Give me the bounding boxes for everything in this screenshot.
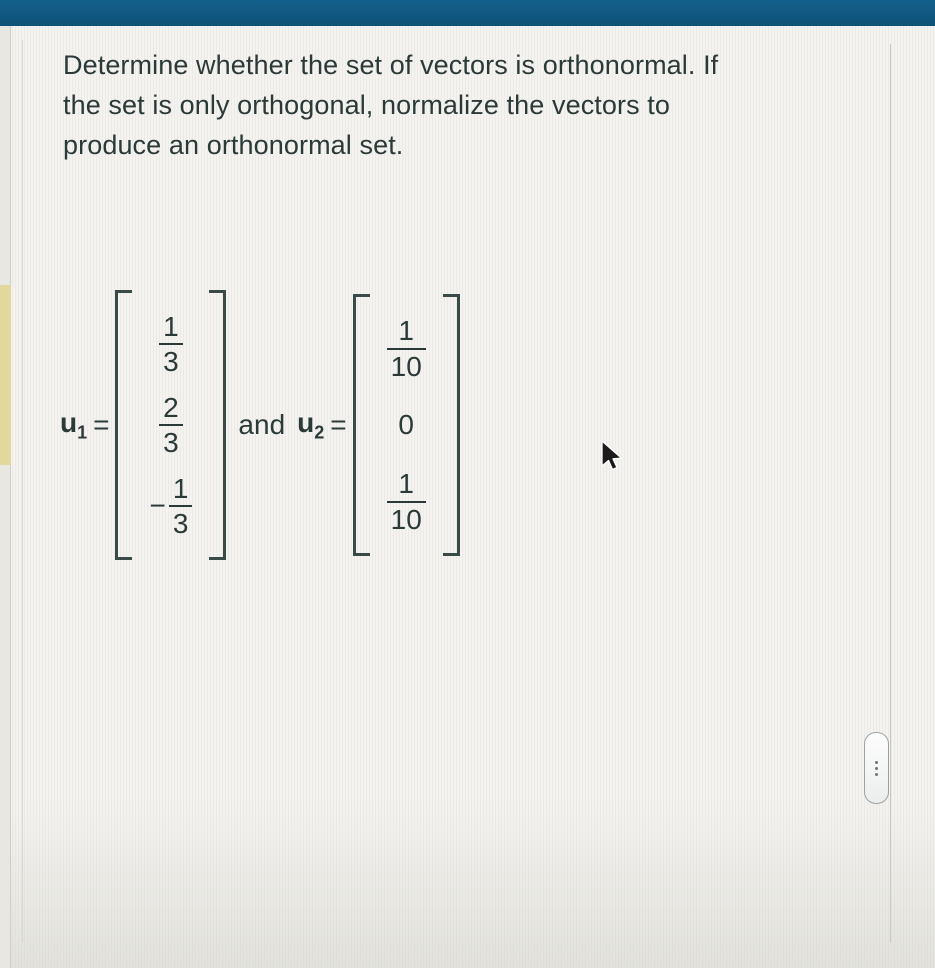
vector1-entry-1 [159, 304, 183, 385]
vector1-matrix [115, 290, 226, 560]
vector2-entry-1-fraction [387, 316, 426, 381]
drag-handle-dots-icon [875, 761, 878, 776]
left-margin-strip [0, 26, 11, 968]
vector2-entry-3 [387, 461, 426, 542]
vector2-matrix [353, 294, 460, 556]
vector1-label-subscript: 1 [77, 422, 88, 443]
drag-handle[interactable] [864, 732, 889, 804]
title-bar-fill [0, 0, 935, 26]
question-text: Determine whether the set of vectors is orthonormal. If the set is only orthogonal, normalize the vectors to produce an orthonormal set. [63, 50, 719, 160]
vector2-label [297, 407, 324, 444]
vector1-entry-2-numerator: 2 [163, 391, 179, 423]
vector1-entry-3-denominator: 3 [169, 505, 193, 538]
right-margin-rule [890, 44, 891, 942]
vector1-entry-3-sign: − [149, 489, 166, 521]
vector2-entry-3-numerator: 1 [398, 468, 414, 500]
vector2-entry-1-numerator: 1 [398, 315, 414, 347]
left-margin-rule [22, 40, 23, 942]
vector1-entry-3 [149, 466, 192, 547]
vector2-entry-3-denominator: 10 [387, 501, 426, 534]
vector2-entry-3-fraction [387, 469, 426, 534]
vector2-entry-1-denominator: 10 [387, 348, 426, 381]
vector1-equals: = [93, 409, 110, 441]
vector1-label [60, 407, 87, 444]
vector1-entry-1-numerator: 1 [163, 311, 179, 342]
vector2-equals: = [330, 409, 347, 441]
window-title-bar [0, 0, 935, 26]
vector1-entry-1-fraction [159, 312, 183, 377]
math-expression-row [60, 290, 460, 560]
yellow-tab-marker [0, 285, 11, 465]
vector2-label-subscript: 2 [314, 422, 325, 443]
vector1-entry-1-denominator: 3 [159, 343, 183, 376]
vector2-label-letter: u [297, 406, 315, 438]
conjunction-and: and [238, 409, 286, 441]
vector1-entry-2-fraction [159, 393, 183, 458]
vector1-entry-2-denominator: 3 [159, 424, 183, 457]
vector1-entry-3-numerator: 1 [172, 472, 189, 504]
vector2-entry-2: 0 [398, 409, 414, 441]
vector1-entry-3-fraction [169, 474, 193, 539]
vector1-label-letter: u [60, 406, 78, 438]
vector1-entry-2 [159, 385, 183, 466]
vector2-entry-1 [387, 308, 426, 389]
